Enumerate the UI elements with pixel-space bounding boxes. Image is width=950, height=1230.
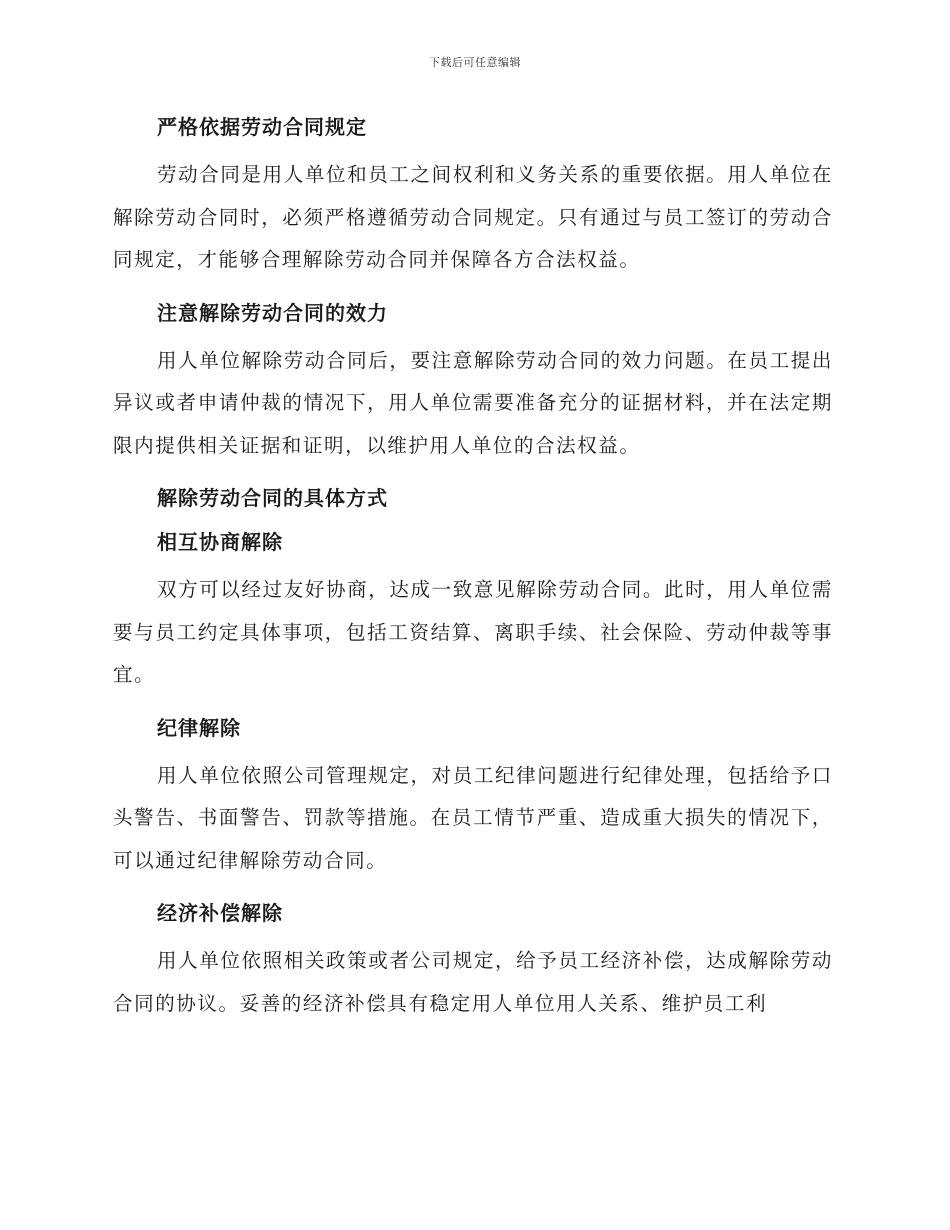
- section-heading: 经济补偿解除: [157, 901, 283, 925]
- section-heading: 解除劳动合同的具体方式: [157, 486, 388, 510]
- document-body: [113, 108, 833, 1037]
- section-heading: 严格依据劳动合同规定: [157, 115, 367, 139]
- section-paragraph: 用人单位解除劳动合同后，要注意解除劳动合同的效力问题。在员工提出异议或者申请仲裁的情况下，用人单位需要准备充分的证据材料，并在法定期限内提供相关证据和证明，以维护用人单位的合法权益。: [113, 348, 833, 457]
- section-heading: 相互协商解除: [157, 530, 283, 554]
- section-heading: 注意解除劳动合同的效力: [157, 300, 388, 325]
- section-paragraph: 用人单位依照公司管理规定，对员工纪律问题进行纪律处理，包括给予口头警告、书面警告、罚款等措施。在员工情节严重、造成重大损失的情况下，可以通过纪律解除劳动合同。: [113, 763, 833, 872]
- section-paragraph: 用人单位依照相关政策或者公司规定，给予员工经济补偿，达成解除劳动合同的协议。妥善的经济补偿具有稳定用人单位用人关系、维护员工利: [113, 949, 833, 1015]
- section-heading: 纪律解除: [157, 715, 241, 740]
- section-paragraph: 劳动合同是用人单位和员工之间权利和义务关系的重要依据。用人单位在解除劳动合同时，必须严格遵循劳动合同规定。只有通过与员工签订的劳动合同规定，才能够合理解除劳动合同并保障各方合法权益。: [113, 163, 833, 271]
- section-paragraph: 双方可以经过友好协商，达成一致意见解除劳动合同。此时，用人单位需要与员工约定具体事项，包括工资结算、离职手续、社会保险、劳动仲裁等事宜。: [113, 578, 833, 686]
- page-header-note: 下载后可任意编辑: [429, 56, 521, 69]
